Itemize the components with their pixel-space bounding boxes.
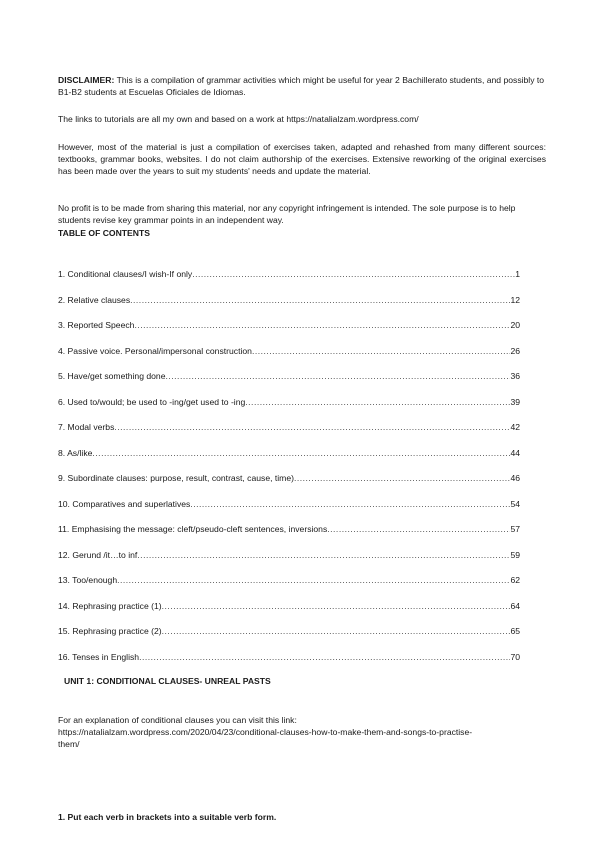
toc-item[interactable]	[58, 447, 520, 473]
toc-item-title: 4. Passive voice. Personal/impersonal construction	[58, 345, 252, 356]
links-paragraph: The links to tutorials are all my own and based on a work at https://natalialzam.wordpress.com/	[58, 114, 419, 124]
toc-heading: TABLE OF CONTENTS	[58, 228, 150, 238]
toc-item[interactable]	[58, 396, 520, 422]
toc-item-page: 12	[510, 294, 520, 305]
toc-item-title: 6. Used to/would; be used to -ing/get used to -ing	[58, 396, 246, 407]
toc-item-page: 65	[510, 626, 520, 636]
toc-item-title: 7. Modal verbs	[58, 422, 115, 432]
toc-item[interactable]	[58, 421, 520, 447]
toc-item[interactable]	[58, 651, 520, 677]
toc-leader	[162, 625, 511, 637]
disclaimer-text: This is a compilation of grammar activities which might be useful for year 2 Bachillerato students, and possibly to B1-B2 students at Escuelas Oficiales de Idiomas.	[58, 75, 545, 97]
toc-item-page: 62	[510, 575, 520, 585]
toc-item-page: 64	[510, 600, 520, 611]
toc-item[interactable]	[58, 370, 520, 396]
toc-item-title: 11. Emphasising the message: cleft/pseudo-cleft sentences, inversions	[58, 524, 328, 534]
toc-item[interactable]	[58, 574, 520, 600]
toc-item[interactable]	[58, 600, 520, 626]
toc-leader	[190, 498, 510, 510]
toc-item-title: 8. As/like	[58, 447, 93, 458]
exercise-heading: 1. Put each verb in brackets into a suitable verb form.	[58, 812, 277, 822]
toc-item-page: 26	[510, 345, 520, 356]
toc-item-page: 70	[510, 651, 520, 662]
table-of-contents	[58, 268, 520, 676]
toc-item-page: 42	[510, 422, 520, 432]
toc-leader	[162, 600, 511, 612]
toc-leader	[252, 345, 511, 357]
toc-item[interactable]	[58, 549, 520, 575]
toc-item-title: 16. Tenses in English	[58, 651, 140, 662]
toc-leader	[166, 370, 511, 382]
toc-leader	[245, 396, 510, 408]
explanation-paragraph[interactable]: For an explanation of conditional clauses you can visit this link: https://natalialzam.wordpress.com/2020/04/23/conditional-clauses-how-to-make-them-and-songs-to-practise-them/	[58, 715, 473, 749]
toc-leader	[92, 447, 510, 459]
toc-leader	[117, 574, 510, 586]
toc-item[interactable]	[58, 294, 520, 320]
toc-item-page: 36	[510, 371, 520, 381]
toc-item[interactable]	[58, 319, 520, 345]
toc-item[interactable]	[58, 472, 520, 498]
toc-item[interactable]	[58, 268, 520, 294]
toc-item-title: 13. Too/enough	[58, 575, 118, 585]
toc-item-title: 10. Comparatives and superlatives	[58, 498, 191, 509]
toc-leader	[192, 268, 515, 280]
toc-item[interactable]	[58, 523, 520, 549]
toc-item-page: 54	[510, 498, 520, 509]
toc-leader	[130, 294, 510, 306]
toc-leader	[134, 319, 510, 331]
disclaimer-paragraph	[58, 74, 546, 98]
toc-leader	[294, 472, 510, 484]
toc-item-page: 59	[510, 549, 520, 560]
toc-item[interactable]	[58, 345, 520, 371]
toc-item-title: 14. Rephrasing practice (1)	[58, 600, 162, 611]
disclaimer-label: DISCLAIMER:	[58, 75, 115, 85]
toc-leader	[137, 549, 510, 561]
toc-item[interactable]	[58, 498, 520, 524]
toc-item-page: 57	[510, 524, 520, 534]
toc-item-title: 2. Relative clauses	[58, 294, 131, 305]
toc-item-page: 1	[515, 269, 520, 279]
toc-item-title: 5. Have/get something done	[58, 371, 166, 381]
toc-item-page: 39	[510, 396, 520, 407]
toc-item-page: 46	[510, 473, 520, 483]
profit-paragraph: No profit is to be made from sharing this material, nor any copyright infringement is intended. The sole purpose is to help students revise key grammar points in an independent way.	[58, 203, 516, 225]
toc-item-title: 1. Conditional clauses/I wish-If only	[58, 269, 193, 279]
however-paragraph: However, most of the material is just a compilation of exercises taken, adapted and rehashed from many different sources: textbooks, grammar books, websites. I do not claim authorship of the exercises. Extensive reworking of the original exercises has been made over the years to suit my students' needs and update the material.	[58, 142, 546, 176]
toc-item[interactable]	[58, 625, 520, 651]
toc-item-title: 9. Subordinate clauses: purpose, result, contrast, cause, time)	[58, 473, 294, 483]
toc-item-title: 15. Rephrasing practice (2)	[58, 626, 162, 636]
toc-leader	[114, 421, 510, 433]
unit-heading: UNIT 1: CONDITIONAL CLAUSES- UNREAL PASTS	[64, 676, 271, 686]
toc-item-page: 20	[510, 320, 520, 330]
toc-item-page: 44	[510, 447, 520, 458]
toc-item-title: 3. Reported Speech	[58, 320, 135, 330]
toc-leader	[139, 651, 510, 663]
toc-item-title: 12. Gerund /it…to inf	[58, 549, 138, 560]
toc-leader	[327, 523, 510, 535]
